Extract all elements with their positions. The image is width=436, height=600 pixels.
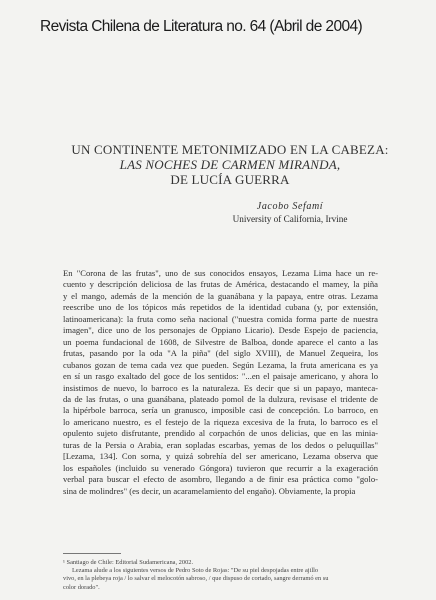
body-line: cubanos gozan de tema cada vez que pueden. Según Lezama, la fruta americana es ya [63,359,378,370]
author-block [210,201,370,225]
footnote-line: color dorado". [63,583,100,591]
body-line: sina de molindres" (es decir, un acaramelamiento del engaño). Obviamente, la propia [63,485,356,496]
body-line: cuento y descripción deliciosa de las frutas de América, destacando el mamey, la piña [63,279,378,290]
article-title [70,142,390,187]
body-line: [Lezama, 134]. Con sorna, y quizá sobrehía del ser americano, Lezama observa que [63,451,378,462]
body-line: latinoamericana): la fruta como seña nacional ("nuestra comida forma parte de nuestra [63,313,378,324]
body-line: y el mango, además de la mención de la guanábana y la papaya, entre otras. Lezama [63,290,378,301]
title-line-1: UN CONTINENTE METONIMIZADO EN LA CABEZA: [71,142,389,157]
body-line: en sí un rasgo exaltado del goce de los sentidos: "...en el paisaje americano, y ahora lo [63,371,378,382]
body-line: frutas, pasando por la oda "A la piña" (del siglo XVIII), de Manuel Zequeira, los [63,348,378,359]
title-line-2: LAS NOCHES DE CARMEN MIRANDA, [119,157,341,172]
body-line: un poema fundacional de 1608, de Silvestre de Balboa, donde aparece el canto a las [63,336,378,347]
footnote-line: Lezama alude a los siguientes versos de Pedro Soto de Rojas: "De su piel despojadas entre ajillo [72,567,319,575]
body-text [63,268,378,497]
body-line: los españoles (incluido su venerado Góngora) tuvieron que recurrir a la exageración [63,462,378,473]
body-line: turas de la Persia o Arabia, eran sopladas escarbas, yemas de los dedos o peluquillas" [63,439,378,450]
body-line: verbal para buscar el efecto de asombro, llegando a de finir esa práctica como "golo- [63,474,378,485]
footnote-line: ¹ Santiago de Chile: Editorial Sudamericana, 2002. [63,559,194,566]
body-line: la hipérbole barroca, sería un granusco, imposible casi de concepción. Lo barroco, en [63,405,378,416]
body-line: opulento sujeto disfrutante, prendido al corpachón de unos delicias, que en las minia- [63,428,378,439]
footnote-line: vivo, en la plebeya roja / lo salvar el melocotón sabroso, / que dispuso de cortado, sangre derramó en su [63,575,329,583]
author-affiliation: University of California, Irvine [232,214,348,224]
journal-header: Revista Chilena de Literatura no. 64 (Abril de 2004) [40,18,363,35]
body-line: lo americano nuestro, es el festejo de la riqueza excesiva de la fruta, lo barroco es el [63,416,378,427]
body-line: En "Corona de las frutas", uno de sus conocidos ensayos, Lezama Lima hace un re- [63,268,378,278]
body-line: insistimos de nuevo, lo barroco es la naturaleza. Es decir que si un papayo, manteca- [63,382,378,393]
title-line-3: DE LUCÍA GUERRA [170,172,290,187]
body-line: da de las frutas, o una guanábana, plateado pomol de la dulzura, revisase el tridente de [63,393,378,404]
body-line: reescribe uno de los tópicos más repetidos de la identidad cubana (y, por extensión, [63,302,378,313]
body-line: imagen", dice uno de los personajes de Oppiano Licario). Desde Espejo de paciencia, [63,325,378,336]
footnote-divider [63,553,121,554]
footnotes [63,559,378,592]
author-name: Jacobo Sefamí [256,201,324,212]
